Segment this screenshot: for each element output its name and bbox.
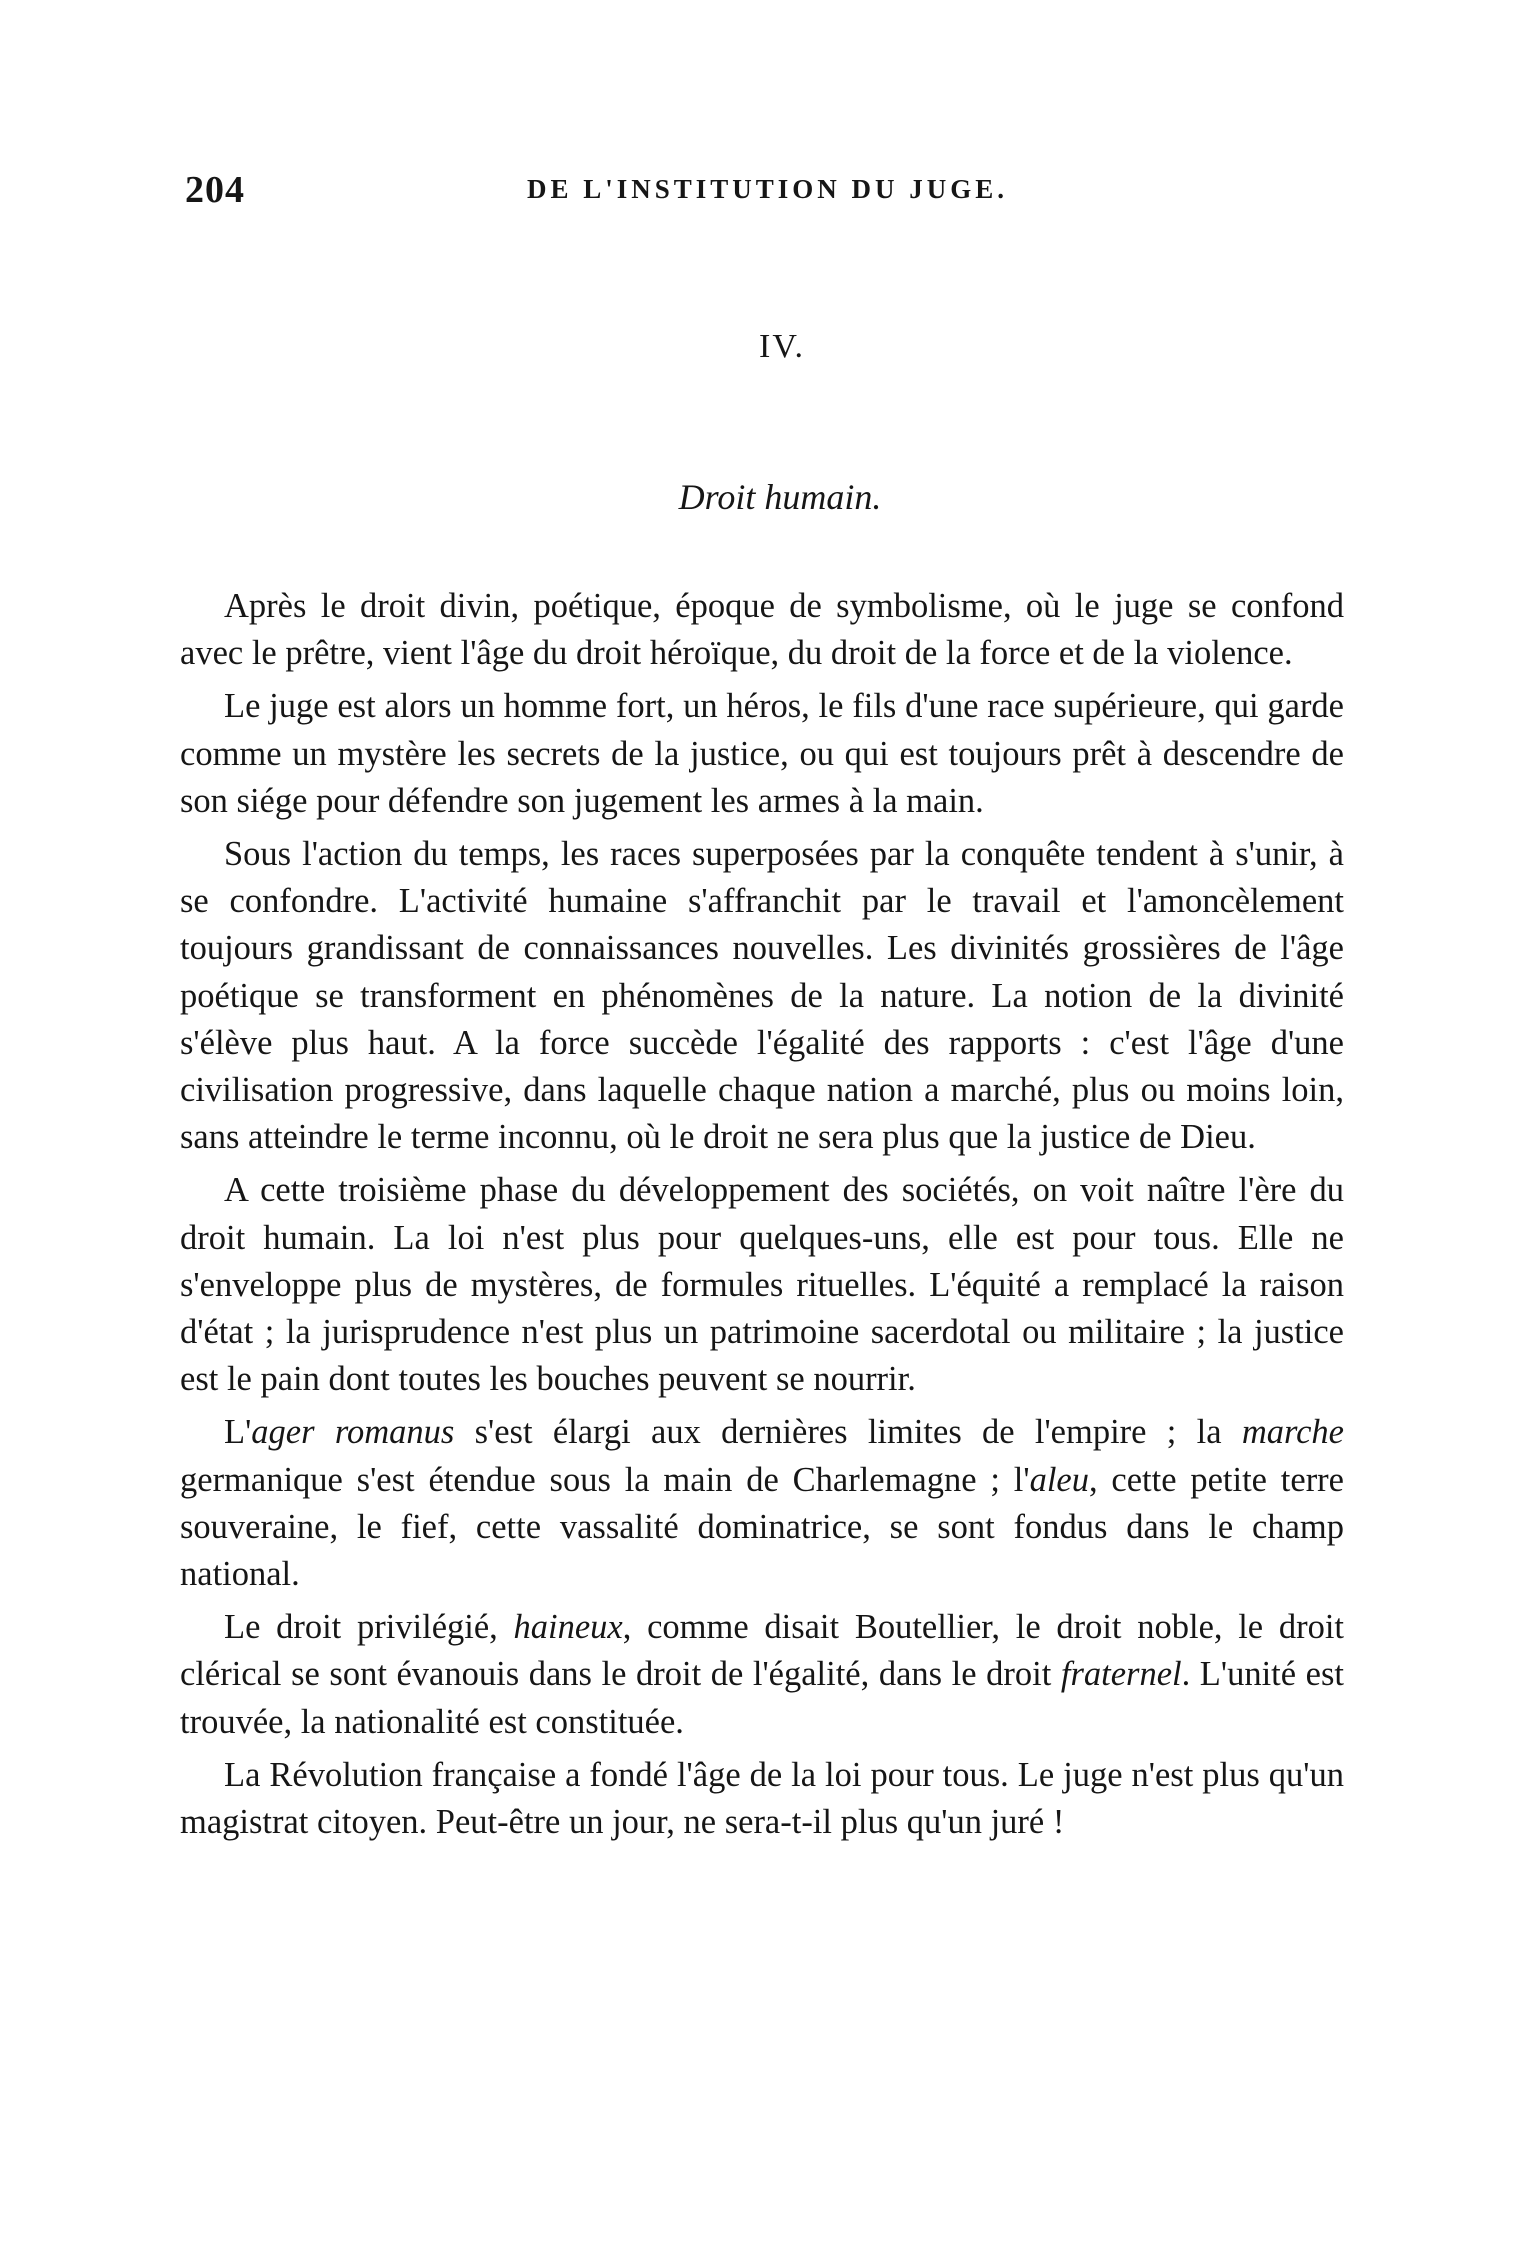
- section-title: Droit humain.: [678, 477, 882, 517]
- italic-term: fraternel: [1060, 1655, 1182, 1694]
- text-run: s'est élargi aux dernières limites de l'empire ; la: [454, 1413, 1242, 1452]
- paragraph: A cette troisième phase du développement des sociétés, on voit naître l'ère du droit humain. La loi n'est plus pour quelques-uns, elle est pour tous. Elle ne s'enveloppe plus de mystères, de formules rituelles. L'équité a remplacé la raison d'état ; la jurisprudence n'est plus un patrimoine sacerdotal ou militaire ; la justice est le pain dont toutes les bouches peuvent se nourrir.: [180, 1171, 1344, 1399]
- italic-term: marche: [1241, 1413, 1344, 1452]
- text-run: L': [224, 1413, 252, 1452]
- paragraph: Sous l'action du temps, les races superposées par la conquête tendent à s'unir, à se confondre. L'activité humaine s'affranchit par le travail et l'amoncèlement toujours grandissant de connaissances nouvelles. Les divinités grossières de l'âge poétique se transforment en phénomènes de la nature. La notion de la divinité s'élève plus haut. A la force succède l'égalité des rapports : c'est l'âge d'une civilisation progressive, dans laquelle chaque nation a marché, plus ou moins loin, sans atteindre le terme inconnu, où le droit ne sera plus que la justice de Dieu.: [180, 835, 1344, 1157]
- text-run: Le droit privilégié,: [224, 1608, 514, 1647]
- text-run: germanique s'est étendue sous la main de Charlemagne ; l': [180, 1460, 1030, 1499]
- paragraph: [180, 1604, 1344, 1746]
- text-run: . L'unité est trouvée, la nationalité est constituée.: [180, 1655, 1344, 1741]
- body-text: [180, 583, 1344, 1846]
- paragraph: Le juge est alors un homme fort, un héros, le fils d'une race supérieure, qui garde comme un mystère les secrets de la justice, ou qui est toujours prêt à descendre de son siége pour défendre son jugement les armes à la main.: [180, 687, 1344, 820]
- paragraph: La Révolution française a fondé l'âge de la loi pour tous. Le juge n'est plus qu'un magistrat citoyen. Peut-être un jour, ne sera-t-il plus qu'un juré !: [180, 1755, 1344, 1842]
- paragraph: Après le droit divin, poétique, époque de symbolisme, où le juge se confond avec le prêtre, vient l'âge du droit héroïque, du droit de la force et de la violence.: [180, 587, 1344, 673]
- running-head: [185, 168, 1340, 218]
- running-title: DE L'INSTITUTION DU JUGE.: [526, 174, 1009, 204]
- italic-term: haineux: [513, 1608, 623, 1647]
- page-number: 204: [185, 169, 245, 211]
- italic-term: aleu: [1029, 1460, 1089, 1499]
- text-run: , cette petite terre souveraine, le fief, cette vassalité dominatrice, se sont fondus dans le champ national.: [180, 1460, 1344, 1594]
- section-number: IV.: [759, 328, 805, 365]
- paragraph: [180, 1409, 1344, 1598]
- italic-term: ager romanus: [251, 1413, 455, 1452]
- text-run: , comme disait Boutellier, le droit noble, le droit clérical se sont évanouis dans le droit de l'égalité, dans le droit: [180, 1608, 1344, 1694]
